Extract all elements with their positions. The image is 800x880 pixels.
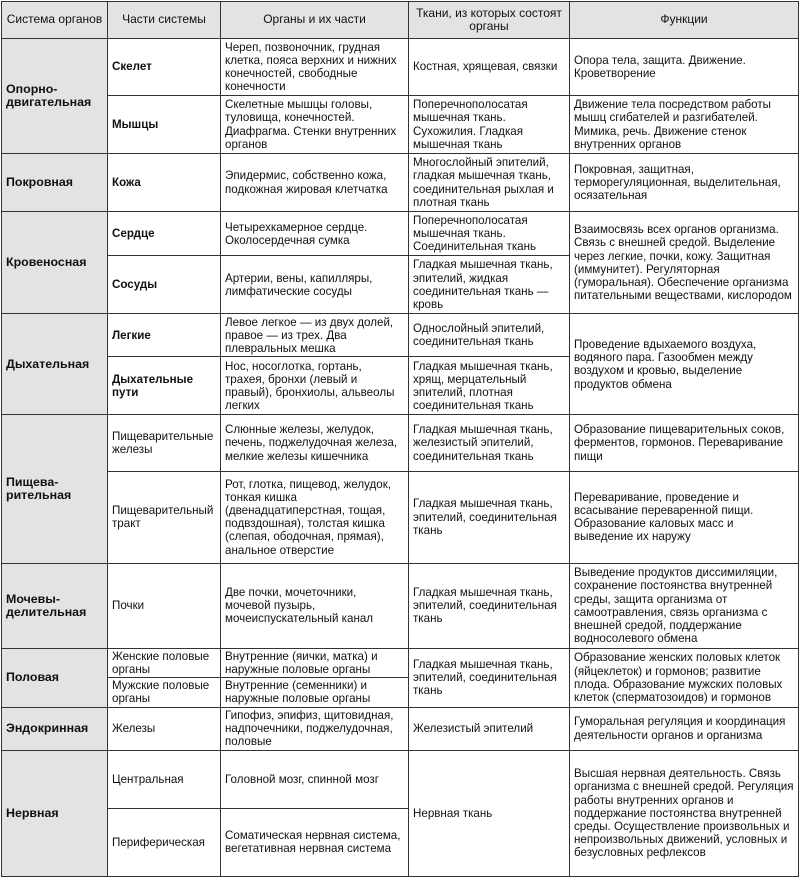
- system-part: Железы: [108, 707, 221, 750]
- functions-cell: Движение тела посредством работы мышц сгибателей и разгибателей. Мимика, речь. Движение стенок внутренних органов: [570, 96, 799, 154]
- organs-cell: Соматическая нервная система, вегетативная нервная система: [221, 808, 409, 876]
- system-part: Женские половые органы: [108, 648, 221, 677]
- header-tissues: Ткани, из которых состоят органы: [409, 2, 570, 39]
- header-parts: Части системы: [108, 2, 221, 39]
- system-part: Скелет: [108, 39, 221, 96]
- system-part: Легкие: [108, 314, 221, 357]
- table-row: [2, 707, 799, 750]
- system-name: Мочевы-делительная: [2, 563, 108, 648]
- table-row: [2, 648, 799, 677]
- organs-cell: Головной мозг, спинной мозг: [221, 750, 409, 808]
- system-name: Нервная: [2, 750, 108, 876]
- table-row: [2, 471, 799, 563]
- functions-cell: Проведение вдыхаемого воздуха, водяного пара. Газообмен между воздухом и кровью, выделение продуктов обмена: [570, 314, 799, 415]
- system-name: Эндокринная: [2, 707, 108, 750]
- header-functions: Функции: [570, 2, 799, 39]
- table-row: [2, 154, 799, 212]
- table-row: [2, 314, 799, 357]
- system-part: Сосуды: [108, 256, 221, 314]
- system-part: Пищеварительный тракт: [108, 471, 221, 563]
- tissues-cell: Гладкая мышечная ткань, эпителий, соединительная ткань: [409, 471, 570, 563]
- organs-cell: Слюнные железы, желудок, печень, поджелудочная железа, мелкие железы кишечника: [221, 415, 409, 471]
- organs-cell: Левое легкое — из двух долей, правое — из трех. Два плевральных мешка: [221, 314, 409, 357]
- organs-cell: Череп, позвоночник, грудная клетка, пояса верхних и нижних конечностей, свободные конечности: [221, 39, 409, 96]
- table-row: [2, 96, 799, 154]
- organs-cell: Эпидермис, собственно кожа, подкожная жировая клетчатка: [221, 154, 409, 212]
- system-name: Дыхательная: [2, 314, 108, 415]
- tissues-cell: Гладкая мышечная ткань, железистый эпителий, соединительная ткань: [409, 415, 570, 471]
- system-part: Мужские половые органы: [108, 678, 221, 707]
- system-name: Половая: [2, 648, 108, 707]
- tissues-cell: Гладкая мышечная ткань, эпителий, жидкая соединительная ткань — кровь: [409, 256, 570, 314]
- system-name: Покровная: [2, 154, 108, 212]
- tissues-cell: Гладкая мышечная ткань, эпителий, соединительная ткань: [409, 563, 570, 648]
- organs-cell: Внутренние (семенники) и наружные половые органы: [221, 678, 409, 707]
- functions-cell: Опора тела, защита. Движение. Кроветворение: [570, 39, 799, 96]
- tissues-cell: Гладкая мышечная ткань, эпителий, соединительная ткань: [409, 648, 570, 707]
- system-name: Пищева-рительная: [2, 415, 108, 563]
- tissues-cell: Нервная ткань: [409, 750, 570, 876]
- functions-cell: Выведение продуктов диссимиляции, сохранение постоянства внутренней среды, защита организма от самоотравления, связь организма с внешней средой, поддержание водносолевого обмена: [570, 563, 799, 648]
- tissues-cell: Железистый эпителий: [409, 707, 570, 750]
- tissues-cell: Однослойный эпителий, соединительная ткань: [409, 314, 570, 357]
- tissues-cell: Поперечнополосатая мышечная ткань. Сухожилия. Гладкая мышечная ткань: [409, 96, 570, 154]
- functions-cell: Переваривание, проведение и всасывание переваренной пищи. Образование каловых масс и выведение их наружу: [570, 471, 799, 563]
- organs-cell: Артерии, вены, капилляры, лимфатические сосуды: [221, 256, 409, 314]
- tissues-cell: Многослойный эпителий, гладкая мышечная ткань, соединительная рыхлая и плотная ткань: [409, 154, 570, 212]
- tissues-cell: Гладкая мышечная ткань, хрящ, мерцательный эпителий, плотная соединительная ткань: [409, 357, 570, 415]
- system-name: Опорно-двигательная: [2, 39, 108, 154]
- system-part: Периферическая: [108, 808, 221, 876]
- header-organs: Органы и их части: [221, 2, 409, 39]
- functions-cell: Высшая нервная деятельность. Связь организма с внешней средой. Регуляция работы внутренних органов и поддержание постоянства внутренней среды. Осуществление произвольных и непроизвольных движений, условных и безусловных рефлексов: [570, 750, 799, 876]
- system-part: Кожа: [108, 154, 221, 212]
- table-row: [2, 212, 799, 256]
- table-row: [2, 750, 799, 808]
- functions-cell: Гуморальная регуляция и координация деятельности органов и организма: [570, 707, 799, 750]
- table-row: [2, 415, 799, 471]
- system-name: Кровеносная: [2, 212, 108, 314]
- system-part: Дыхательные пути: [108, 357, 221, 415]
- table-row: [2, 563, 799, 648]
- tissues-cell: Поперечнополосатая мышечная ткань. Соединительная ткань: [409, 212, 570, 256]
- tissues-cell: Костная, хрящевая, связки: [409, 39, 570, 96]
- organs-cell: Скелетные мышцы головы, туловища, конечностей. Диафрагма. Стенки внутренних органов: [221, 96, 409, 154]
- system-part: Центральная: [108, 750, 221, 808]
- functions-cell: Образование пищеварительных соков, ферментов, гормонов. Переваривание пищи: [570, 415, 799, 471]
- organs-cell: Четырехкамерное сердце. Околосердечная сумка: [221, 212, 409, 256]
- functions-cell: Взаимосвязь всех органов организма. Связь с внешней средой. Выделение через легкие, почки, кожу. Защитная (иммунитет). Регуляторная (гуморальная). Обеспечение организма питательными веществами, кислородом: [570, 212, 799, 314]
- system-part: Почки: [108, 563, 221, 648]
- organs-cell: Две почки, мочеточники, мочевой пузырь, мочеиспускательный канал: [221, 563, 409, 648]
- functions-cell: Покровная, защитная, терморегуляционная, выделительная, осязательная: [570, 154, 799, 212]
- organs-cell: Нос, носоглотка, гортань, трахея, бронхи (левый и правый), бронхиолы, альвеолы легких: [221, 357, 409, 415]
- organs-cell: Рот, глотка, пищевод, желудок, тонкая кишка (двенадцатиперстная, тощая, подвздошная), толстая кишка (слепая, ободочная, прямая), анальное отверстие: [221, 471, 409, 563]
- table-row: [2, 39, 799, 96]
- organs-cell: Гипофиз, эпифиз, щитовидная, надпочечники, поджелудочная, половые: [221, 707, 409, 750]
- system-part: Сердце: [108, 212, 221, 256]
- system-part: Пищеварительные железы: [108, 415, 221, 471]
- organ-systems-table: [1, 1, 799, 877]
- organs-cell: Внутренние (яички, матка) и наружные половые органы: [221, 648, 409, 677]
- system-part: Мышцы: [108, 96, 221, 154]
- functions-cell: Образование женских половых клеток (яйцеклеток) и гормонов; развитие плода. Образование мужских половых клеток (сперматозоидов) и гормонов: [570, 648, 799, 707]
- header-system: Система органов: [2, 2, 108, 39]
- header-row: [2, 2, 799, 39]
